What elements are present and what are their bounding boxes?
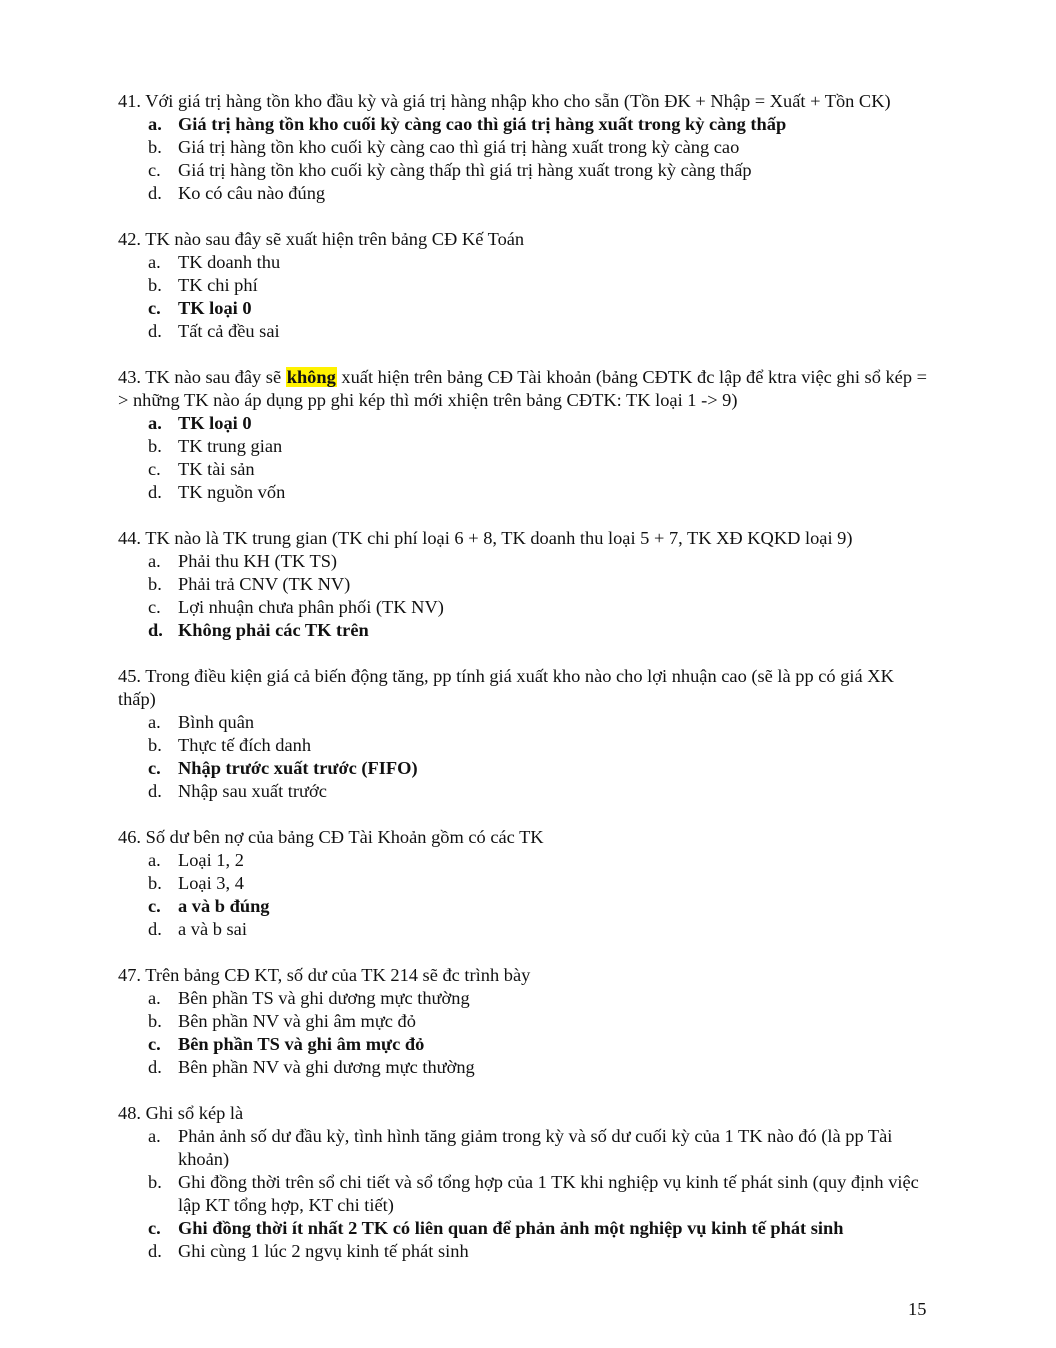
option-text: Phải trả CNV (TK NV) <box>178 574 351 594</box>
option-letter: d. <box>148 183 162 203</box>
option-text: Ghi đồng thời ít nhất 2 TK có liên quan để phản ảnh một nghiệp vụ kinh tế phát sinh <box>178 1218 844 1238</box>
option-text: TK trung gian <box>178 436 283 456</box>
answer-option-correct <box>118 1033 933 1056</box>
option-text: Ghi cùng 1 lúc 2 ngvụ kinh tế phát sinh <box>178 1241 469 1261</box>
question-list <box>118 90 933 1286</box>
option-letter: c. <box>148 1034 161 1054</box>
answer-option <box>118 711 933 734</box>
answer-option <box>118 573 933 596</box>
option-text: TK loại 0 <box>178 298 252 318</box>
option-text: Bên phần NV và ghi âm mực đỏ <box>178 1011 416 1031</box>
question-number: 44. <box>118 528 141 548</box>
question-text-before: Với giá trị hàng tồn kho đầu kỳ và giá trị hàng nhập kho cho sẵn (Tồn ĐK + Nhập = Xuất + Tồn CK) <box>145 91 891 111</box>
question-text <box>118 527 933 550</box>
question-47 <box>118 964 933 1079</box>
option-letter: b. <box>148 137 162 157</box>
option-letter: c. <box>148 459 161 479</box>
answer-option-correct <box>118 297 933 320</box>
question-43 <box>118 366 933 504</box>
answer-options <box>118 251 933 343</box>
option-text: Bên phần NV và ghi dương mực thường <box>178 1057 475 1077</box>
option-letter: d. <box>148 1241 162 1261</box>
question-text <box>118 826 933 849</box>
option-text: Loại 3, 4 <box>178 873 244 893</box>
option-text: TK chi phí <box>178 275 258 295</box>
answer-option <box>118 1056 933 1079</box>
question-number: 41. <box>118 91 141 111</box>
option-text: a và b đúng <box>178 896 270 916</box>
option-letter: d. <box>148 919 162 939</box>
option-text: Bình quân <box>178 712 255 732</box>
answer-option <box>118 159 933 182</box>
question-text-before: Trên bảng CĐ KT, số dư của TK 214 sẽ đc trình bày <box>145 965 531 985</box>
option-text: TK loại 0 <box>178 413 252 433</box>
answer-option <box>118 734 933 757</box>
option-text: Tất cả đều sai <box>178 321 280 341</box>
question-number: 47. <box>118 965 141 985</box>
option-letter: b. <box>148 275 162 295</box>
option-letter: a. <box>148 413 162 433</box>
option-letter: b. <box>148 436 162 456</box>
question-text <box>118 366 933 412</box>
question-45 <box>118 665 933 803</box>
question-44 <box>118 527 933 642</box>
answer-option-correct <box>118 757 933 780</box>
answer-option <box>118 550 933 573</box>
answer-option <box>118 596 933 619</box>
answer-options <box>118 987 933 1079</box>
option-text: Ko có câu nào đúng <box>178 183 326 203</box>
option-letter: b. <box>148 1172 162 1192</box>
question-text-before: TK nào sau đây sẽ xuất hiện trên bảng CĐ Kế Toán <box>145 229 525 249</box>
answer-option <box>118 780 933 803</box>
question-number: 45. <box>118 666 141 686</box>
answer-option <box>118 274 933 297</box>
option-text: Ghi đồng thời trên sổ chi tiết và sổ tổng hợp của 1 TK khi nghiệp vụ kinh tế phát sinh (quy định việc lập KT tổng hợp, KT chi tiết) <box>178 1172 919 1215</box>
option-letter: b. <box>148 873 162 893</box>
option-letter: c. <box>148 1218 161 1238</box>
option-letter: a. <box>148 988 161 1008</box>
answer-option-correct <box>118 619 933 642</box>
page-number: 15 <box>908 1299 927 1319</box>
answer-options <box>118 849 933 941</box>
option-letter: d. <box>148 1057 162 1077</box>
option-text: Thực tế đích danh <box>178 735 312 755</box>
option-letter: d. <box>148 321 162 341</box>
question-text-after: xuất hiện trên bảng CĐ Tài khoản (bảng CĐTK đc lập để ktra việc ghi sổ kép = > những TK nào áp dụng pp ghi kép thì mới xhiện trên bảng CĐTK: TK loại 1 -> 9) <box>118 367 928 410</box>
answer-option-correct <box>118 412 933 435</box>
option-text: Nhập trước xuất trước (FIFO) <box>178 758 418 778</box>
question-number: 48. <box>118 1103 141 1123</box>
answer-option <box>118 320 933 343</box>
answer-option <box>118 872 933 895</box>
option-text: TK nguồn vốn <box>178 482 286 502</box>
option-text: TK tài sản <box>178 459 255 479</box>
answer-options <box>118 550 933 642</box>
option-letter: a. <box>148 712 161 732</box>
answer-option <box>118 251 933 274</box>
option-letter: b. <box>148 1011 162 1031</box>
question-text-before: Trong điều kiện giá cả biến động tăng, pp tính giá xuất kho nào cho lợi nhuận cao (sẽ là pp có giá XK thấp) <box>118 666 894 709</box>
option-letter: c. <box>148 896 161 916</box>
option-letter: b. <box>148 574 162 594</box>
question-text <box>118 964 933 987</box>
answer-option <box>118 1010 933 1033</box>
option-letter: a. <box>148 114 162 134</box>
option-text: Phải thu KH (TK TS) <box>178 551 338 571</box>
question-text <box>118 90 933 113</box>
option-text: Giá trị hàng tồn kho cuối kỳ càng cao thì giá trị hàng xuất trong kỳ càng cao <box>178 137 740 157</box>
option-letter: a. <box>148 252 161 272</box>
question-text-before: Ghi sổ kép là <box>145 1103 244 1123</box>
option-text: Giá trị hàng tồn kho cuối kỳ càng cao thì giá trị hàng xuất trong kỳ càng thấp <box>178 114 787 134</box>
question-text <box>118 1102 933 1125</box>
option-text: Nhập sau xuất trước <box>178 781 327 801</box>
option-text: Lợi nhuận chưa phân phối (TK NV) <box>178 597 444 617</box>
answer-option <box>118 1171 933 1217</box>
option-letter: c. <box>148 597 161 617</box>
option-text: Không phải các TK trên <box>178 620 369 640</box>
answer-option <box>118 182 933 205</box>
option-letter: a. <box>148 850 161 870</box>
answer-option <box>118 849 933 872</box>
option-letter: a. <box>148 551 161 571</box>
question-number: 43. <box>118 367 141 387</box>
question-42 <box>118 228 933 343</box>
answer-option-correct <box>118 1217 933 1240</box>
question-48 <box>118 1102 933 1263</box>
answer-options <box>118 412 933 504</box>
option-letter: c. <box>148 758 161 778</box>
answer-option <box>118 136 933 159</box>
question-text-before: TK nào là TK trung gian (TK chi phí loại 6 + 8, TK doanh thu loại 5 + 7, TK XĐ KQKD loại 9) <box>145 528 853 548</box>
answer-options <box>118 711 933 803</box>
answer-option <box>118 481 933 504</box>
answer-option-correct <box>118 113 933 136</box>
option-text: TK doanh thu <box>178 252 281 272</box>
option-text: a và b sai <box>178 919 247 939</box>
answer-options <box>118 113 933 205</box>
option-text: Phản ảnh số dư đầu kỳ, tình hình tăng giảm trong kỳ và số dư cuối kỳ của 1 TK nào đó (là pp Tài khoản) <box>178 1126 893 1169</box>
question-text <box>118 665 933 711</box>
question-41 <box>118 90 933 205</box>
option-letter: d. <box>148 781 162 801</box>
option-letter: a. <box>148 1126 161 1146</box>
option-letter: c. <box>148 298 161 318</box>
option-letter: c. <box>148 160 161 180</box>
question-number: 46. <box>118 827 141 847</box>
answer-options <box>118 1125 933 1263</box>
option-text: Bên phần TS và ghi âm mực đỏ <box>178 1034 425 1054</box>
question-text-before: Số dư bên nợ của bảng CĐ Tài Khoản gồm có các TK <box>145 827 544 847</box>
option-letter: d. <box>148 482 162 502</box>
answer-option-correct <box>118 895 933 918</box>
answer-option <box>118 918 933 941</box>
question-number: 42. <box>118 229 141 249</box>
question-46 <box>118 826 933 941</box>
answer-option <box>118 987 933 1010</box>
option-letter: d. <box>148 620 163 640</box>
answer-option <box>118 1240 933 1263</box>
option-text: Giá trị hàng tồn kho cuối kỳ càng thấp thì giá trị hàng xuất trong kỳ càng thấp <box>178 160 752 180</box>
option-text: Bên phần TS và ghi dương mực thường <box>178 988 470 1008</box>
option-letter: b. <box>148 735 162 755</box>
answer-option <box>118 435 933 458</box>
question-text <box>118 228 933 251</box>
answer-option <box>118 1125 933 1171</box>
option-text: Loại 1, 2 <box>178 850 244 870</box>
question-text-before: TK nào sau đây sẽ <box>145 367 286 387</box>
highlighted-word: không <box>286 367 336 387</box>
answer-option <box>118 458 933 481</box>
